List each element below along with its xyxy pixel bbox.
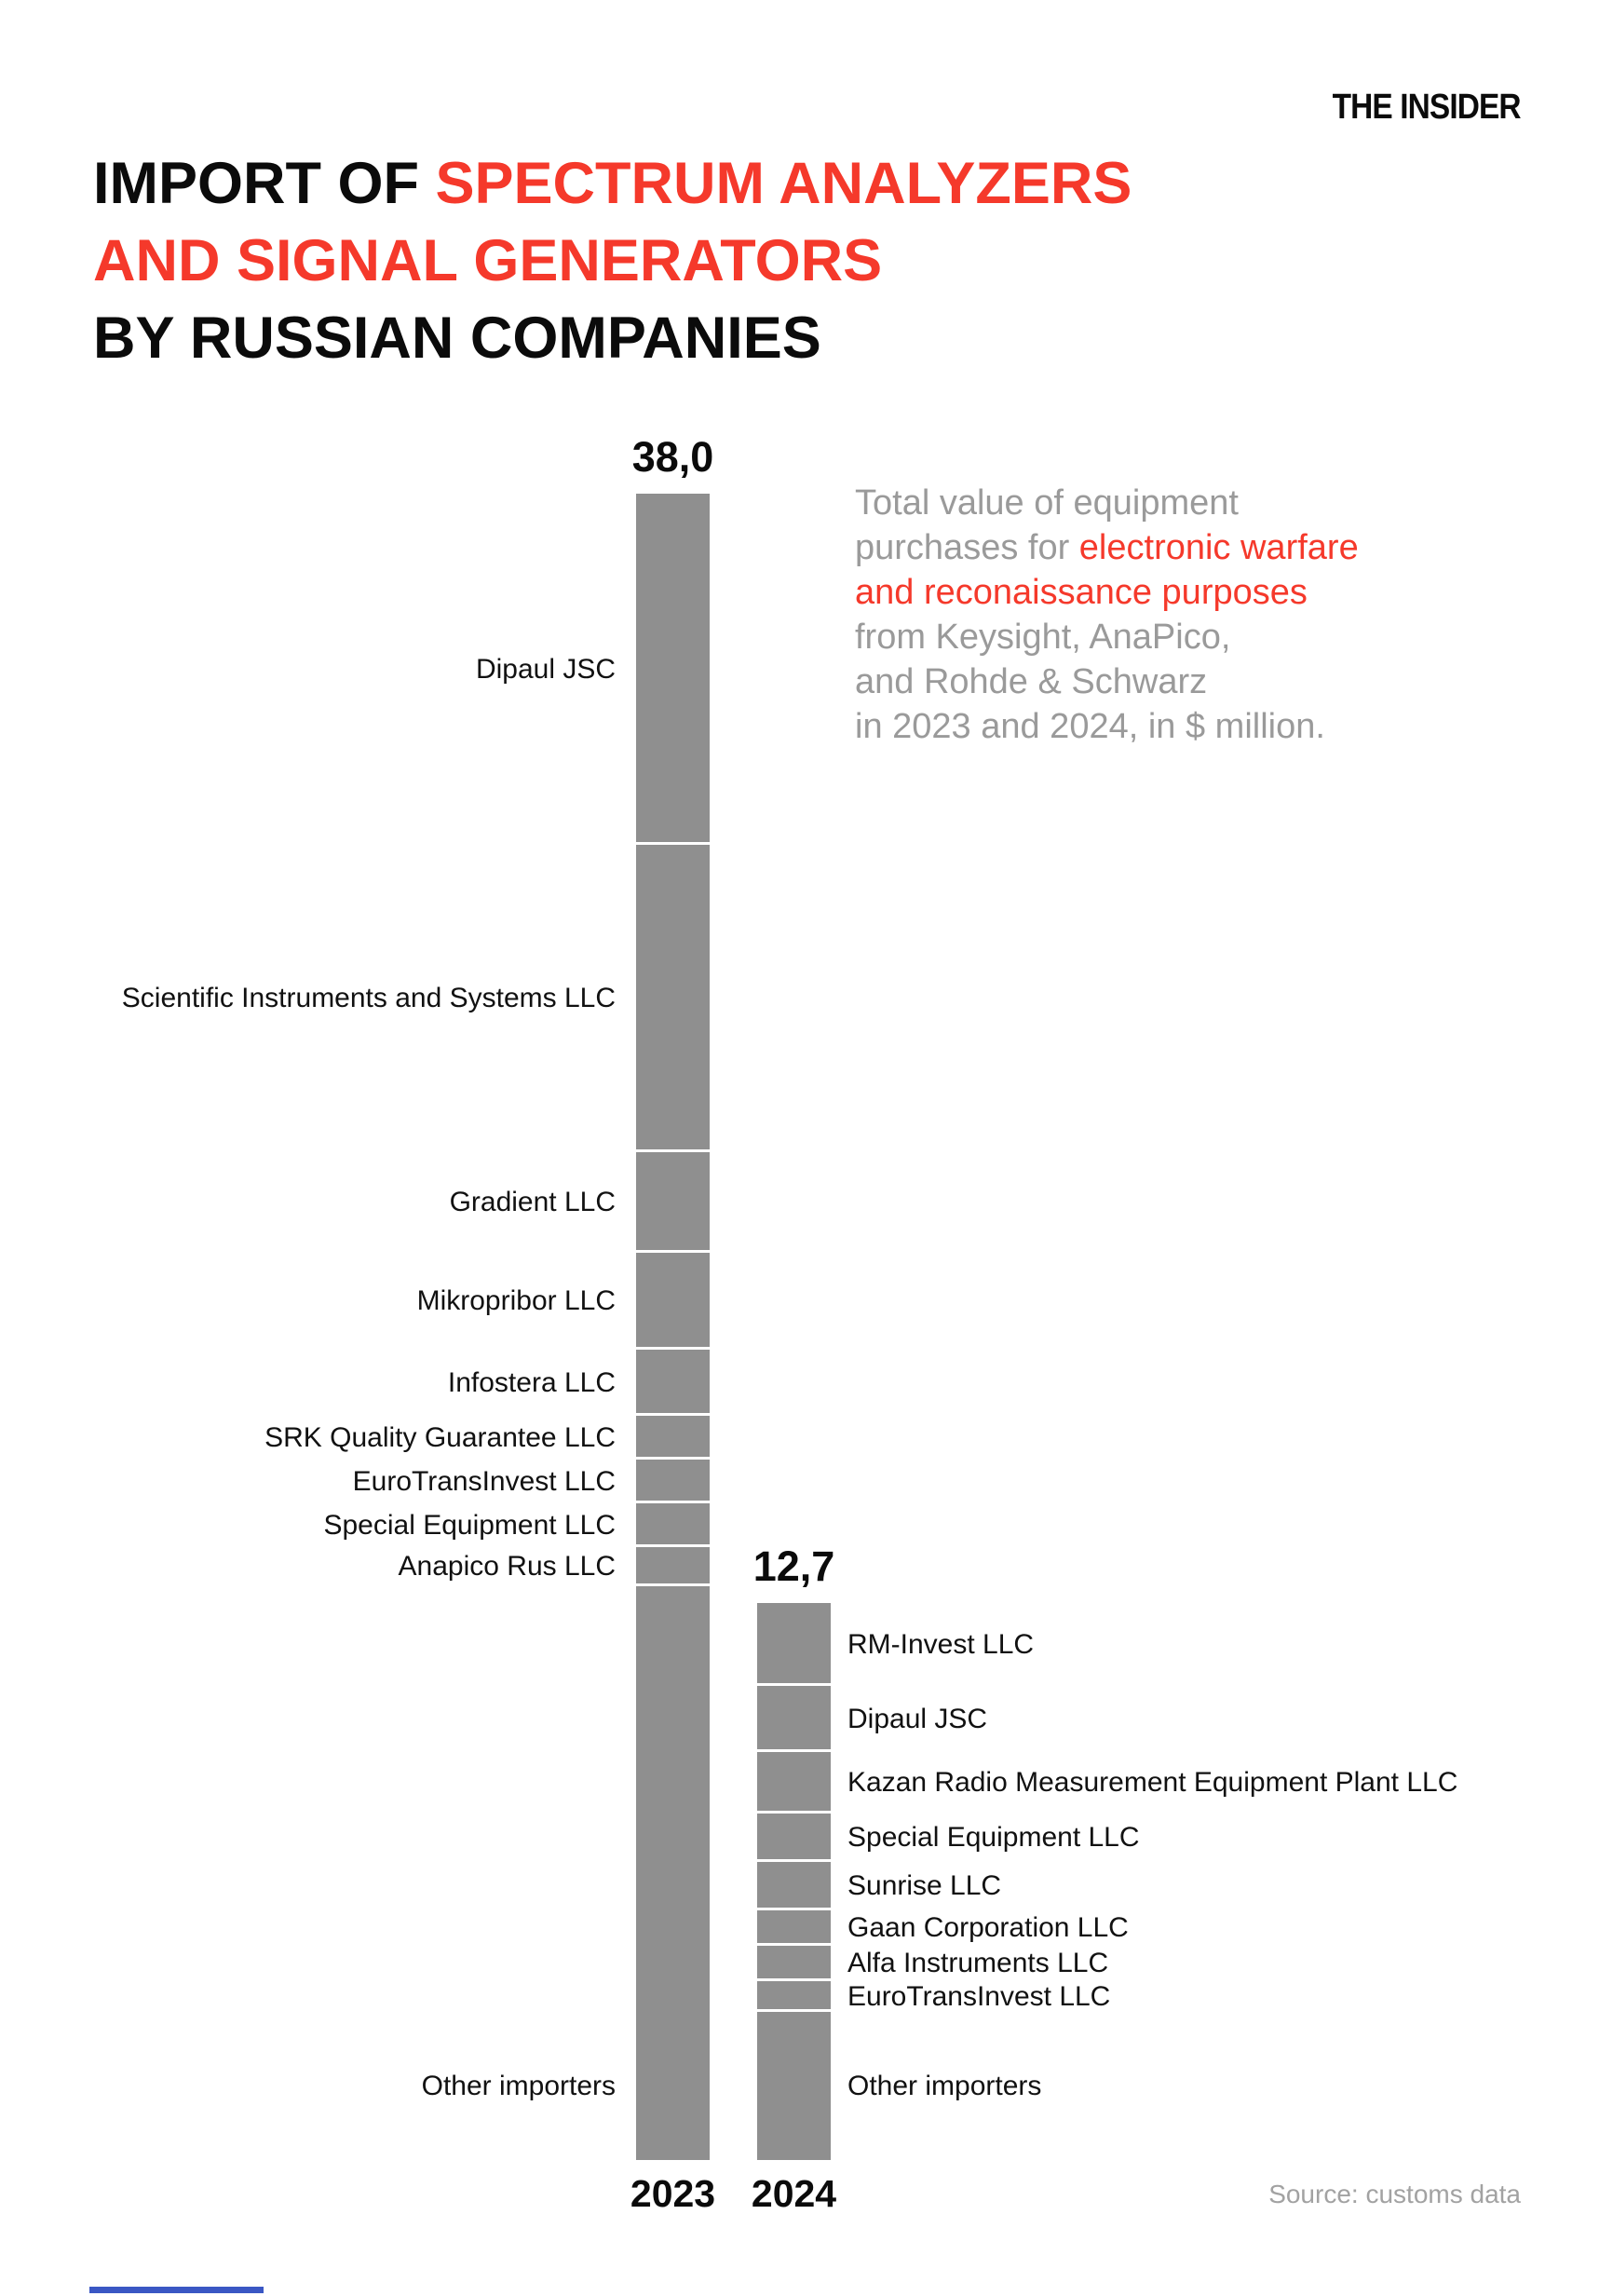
segment-label: EuroTransInvest LLC	[352, 1465, 616, 1497]
brand-logo: THE INSIDER	[1332, 88, 1521, 127]
segment-label: Special Equipment LLC	[323, 1509, 616, 1541]
source-note: Source: customs data	[1268, 2180, 1521, 2208]
subtitle-text: Total value of equipment	[855, 483, 1239, 523]
segment-label: Dipaul JSC	[475, 653, 616, 685]
bar-segment	[636, 845, 710, 1152]
bar-segment	[757, 1603, 831, 1686]
subtitle-text: and reconaissance purposes	[855, 573, 1308, 612]
bar-segment	[757, 1752, 831, 1814]
bar-segment	[636, 1586, 710, 2160]
segment-label: Mikropribor LLC	[416, 1285, 616, 1316]
segment-label: Other importers	[847, 2070, 1042, 2101]
bar-segment	[757, 1686, 831, 1752]
bar-segment	[757, 2012, 831, 2160]
segment-label: EuroTransInvest LLC	[847, 1980, 1111, 2012]
title-text: IMPORT OF	[93, 151, 436, 216]
title-text: BY RUSSIAN COMPANIES	[93, 306, 821, 371]
segment-label: Alfa Instruments LLC	[847, 1948, 1109, 1978]
bar-segment	[757, 1946, 831, 1981]
segment-label: Infostera LLC	[447, 1366, 616, 1398]
bar-segment	[757, 1910, 831, 1946]
title-text: SPECTRUM ANALYZERS	[435, 151, 1132, 216]
bar-segment	[636, 1503, 710, 1547]
bar-segment	[636, 1253, 710, 1350]
year-label-2024: 2024	[751, 2172, 837, 2215]
total-label-2024: 12,7	[752, 1542, 835, 1590]
segment-label: Scientific Instruments and Systems LLC	[121, 983, 616, 1013]
segment-label: Kazan Radio Measurement Equipment Plant LLC	[847, 1767, 1458, 1798]
segment-label: Anapico Rus LLC	[398, 1551, 616, 1582]
subtitle-text: from Keysight, AnaPico,	[855, 618, 1231, 657]
total-label-2023: 38,0	[631, 433, 714, 481]
segment-label: Dipaul JSC	[847, 1703, 988, 1734]
segment-label: Other importers	[421, 2070, 616, 2101]
subtitle-text: purchases for	[855, 528, 1079, 567]
segment-label: Gradient LLC	[449, 1187, 616, 1217]
bar-segment	[636, 1350, 710, 1416]
year-label-2023: 2023	[630, 2172, 716, 2215]
bar-segment	[636, 1460, 710, 1503]
subtitle-text: electronic warfare	[1078, 528, 1359, 567]
subtitle-text: in 2023 and 2024, in $ million.	[855, 707, 1325, 746]
subtitle-text: and Rohde & Schwarz	[855, 662, 1208, 701]
segment-label: Special Equipment LLC	[847, 1822, 1140, 1853]
bar-segment	[636, 1152, 710, 1253]
bar-2024	[757, 1603, 831, 2160]
segment-label: RM-Invest LLC	[847, 1628, 1035, 1660]
bar-segment	[757, 1862, 831, 1910]
segment-label: Gaan Corporation LLC	[847, 1912, 1129, 1943]
footer-accent-bar	[89, 2287, 264, 2293]
bar-segment	[636, 494, 710, 845]
bar-segment	[757, 1814, 831, 1862]
segment-label: Sunrise LLC	[847, 1870, 1002, 1901]
bar-segment	[757, 1981, 831, 2012]
bar-segment	[636, 1416, 710, 1460]
bar-2023	[636, 494, 710, 2160]
segment-label: SRK Quality Guarantee LLC	[264, 1421, 616, 1453]
title-text: AND SIGNAL GENERATORS	[93, 228, 883, 293]
